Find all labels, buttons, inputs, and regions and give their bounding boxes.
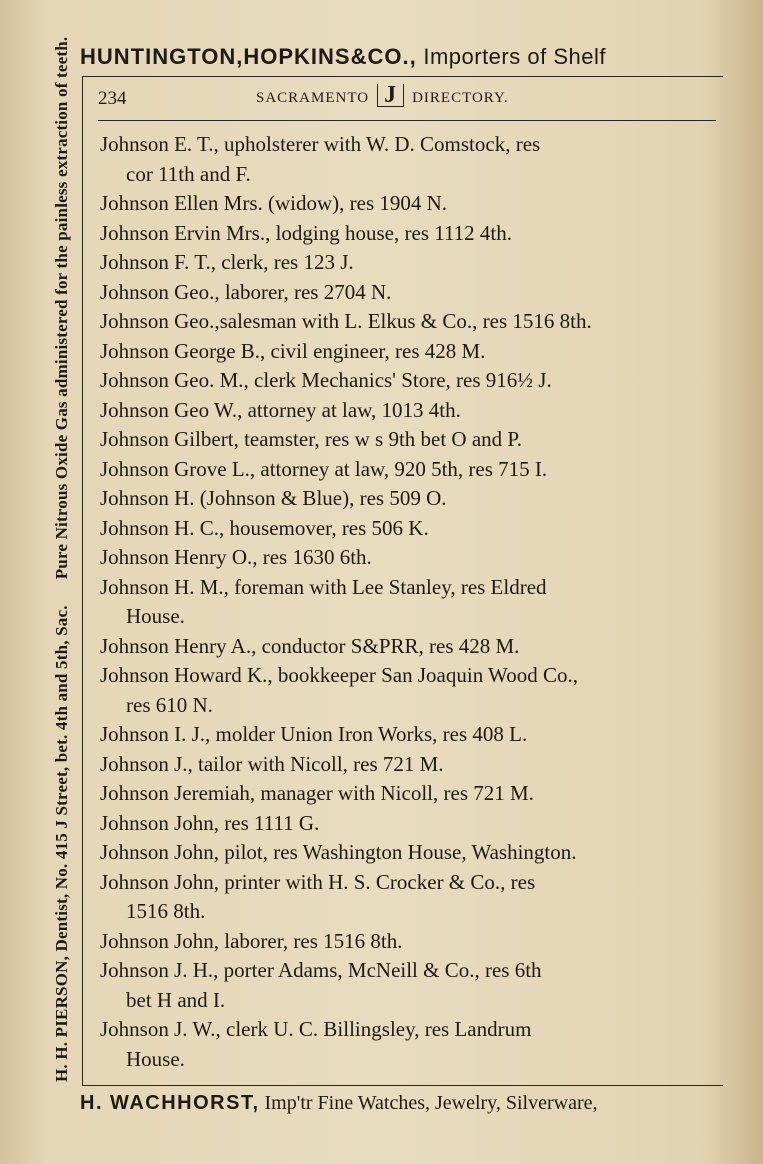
directory-entry [100, 750, 710, 780]
directory-entry [100, 956, 710, 1015]
entry-continuation: bet H and I. [126, 987, 226, 1012]
entry-line: Johnson Ellen Mrs. (widow), res 1904 N. [100, 191, 448, 215]
directory-entry [100, 130, 710, 189]
entry-continuation: cor 11th and F. [126, 161, 251, 186]
running-header [98, 82, 716, 121]
entry-line: Johnson Geo., laborer, res 2704 N. [100, 279, 392, 304]
directory-entry [100, 543, 710, 573]
entry-line: Johnson John, res 1111 G. [100, 810, 320, 835]
directory-entry [100, 455, 710, 485]
entry-line: Johnson John, pilot, res Washington House, Washington. [100, 840, 577, 864]
directory-entry [100, 661, 710, 720]
entry-line: Johnson J., tailor with Nicoll, res 721 M. [100, 751, 444, 776]
directory-entry [100, 720, 710, 750]
header-letter: J [377, 84, 404, 107]
page-number: 234 [98, 88, 127, 109]
directory-entry [100, 396, 710, 426]
entry-line: Johnson J. H., porter Adams, McNeill & Co., res 6th [100, 958, 542, 982]
bottom-advertisement [80, 1092, 740, 1115]
entry-line: Johnson George B., civil engineer, res 428 M. [100, 338, 486, 363]
directory-entry [100, 573, 710, 632]
directory-entry [100, 307, 710, 337]
top-advert-text: Importers of Shelf [416, 44, 606, 69]
directory-entry [100, 248, 710, 278]
entry-line: Johnson Geo.,salesman with L. Elkus & Co., res 1516 8th. [100, 309, 592, 333]
bottom-advert-text: Imp'tr Fine Watches, Jewelry, Silverware, [259, 1092, 598, 1114]
directory-entry [100, 632, 710, 662]
entry-continuation: House. [126, 1046, 185, 1071]
side-advert-gas: Pure Nitrous Oxide Gas administered for the painless extraction of teeth. [52, 36, 71, 580]
entry-line: Johnson John, laborer, res 1516 8th. [100, 928, 403, 953]
entry-line: Johnson Gilbert, teamster, res w s 9th bet O and P. [100, 427, 523, 451]
entry-line: Johnson Henry O., res 1630 6th. [100, 545, 372, 569]
entry-line: Johnson E. T., upholsterer with W. D. Comstock, res [100, 132, 541, 156]
entry-line: Johnson H. M., foreman with Lee Stanley, res Eldred [100, 574, 547, 599]
entry-line: Johnson F. T., clerk, res 123 J. [100, 250, 354, 274]
entry-line: Johnson Grove L., attorney at law, 920 5th, res 715 I. [100, 456, 548, 481]
directory-entry [100, 927, 710, 957]
directory-entry [100, 1015, 710, 1074]
top-advertisement [80, 44, 740, 70]
entry-line: Johnson Jeremiah, manager with Nicoll, res 721 M. [100, 781, 534, 805]
directory-entry [100, 868, 710, 927]
bottom-advert-name: H. WACHHORST, [80, 1092, 260, 1114]
entry-line: Johnson Ervin Mrs., lodging house, res 1112 4th. [100, 220, 513, 245]
directory-entry [100, 514, 710, 544]
entry-line: Johnson Geo. M., clerk Mechanics' Store, res 916½ J. [100, 368, 552, 392]
directory-entry [100, 838, 710, 868]
entry-line: Johnson Howard K., bookkeeper San Joaquin Wood Co., [100, 663, 578, 687]
entry-line: Johnson Henry A., conductor S&PRR, res 428 M. [100, 633, 520, 658]
directory-entry [100, 809, 710, 839]
entry-line: Johnson Geo W., attorney at law, 1013 4th. [100, 397, 461, 422]
header-city: SACRAMENTO [256, 90, 370, 106]
directory-entry [100, 189, 710, 219]
directory-entry [100, 779, 710, 809]
header-title [256, 82, 509, 108]
entry-line: Johnson I. J., molder Union Iron Works, res 408 L. [100, 722, 528, 746]
side-advert-dentist: H. H. PIERSON, Dentist, No. 415 J Street, bet. 4th and 5th, Sac. [52, 605, 71, 1082]
entry-line: Johnson J. W., clerk U. C. Billingsley, res Landrum [100, 1017, 532, 1041]
side-advertisement [52, 36, 78, 1082]
top-advert-firm: HUNTINGTON,HOPKINS&CO., [80, 44, 417, 69]
directory-entry [100, 484, 710, 514]
entry-continuation: House. [126, 604, 185, 628]
header-directory: DIRECTORY. [412, 90, 509, 106]
entry-line: Johnson H. C., housemover, res 506 K. [100, 515, 429, 540]
directory-entry [100, 219, 710, 249]
directory-entry [100, 337, 710, 367]
directory-entry [100, 425, 710, 455]
directory-entry [100, 366, 710, 396]
entry-continuation: res 610 N. [126, 692, 213, 717]
directory-entries [100, 130, 710, 1074]
directory-entry [100, 278, 710, 308]
entry-line: Johnson H. (Johnson & Blue), res 509 O. [100, 486, 447, 510]
entry-continuation: 1516 8th. [126, 899, 206, 923]
entry-line: Johnson John, printer with H. S. Crocker & Co., res [100, 869, 536, 894]
